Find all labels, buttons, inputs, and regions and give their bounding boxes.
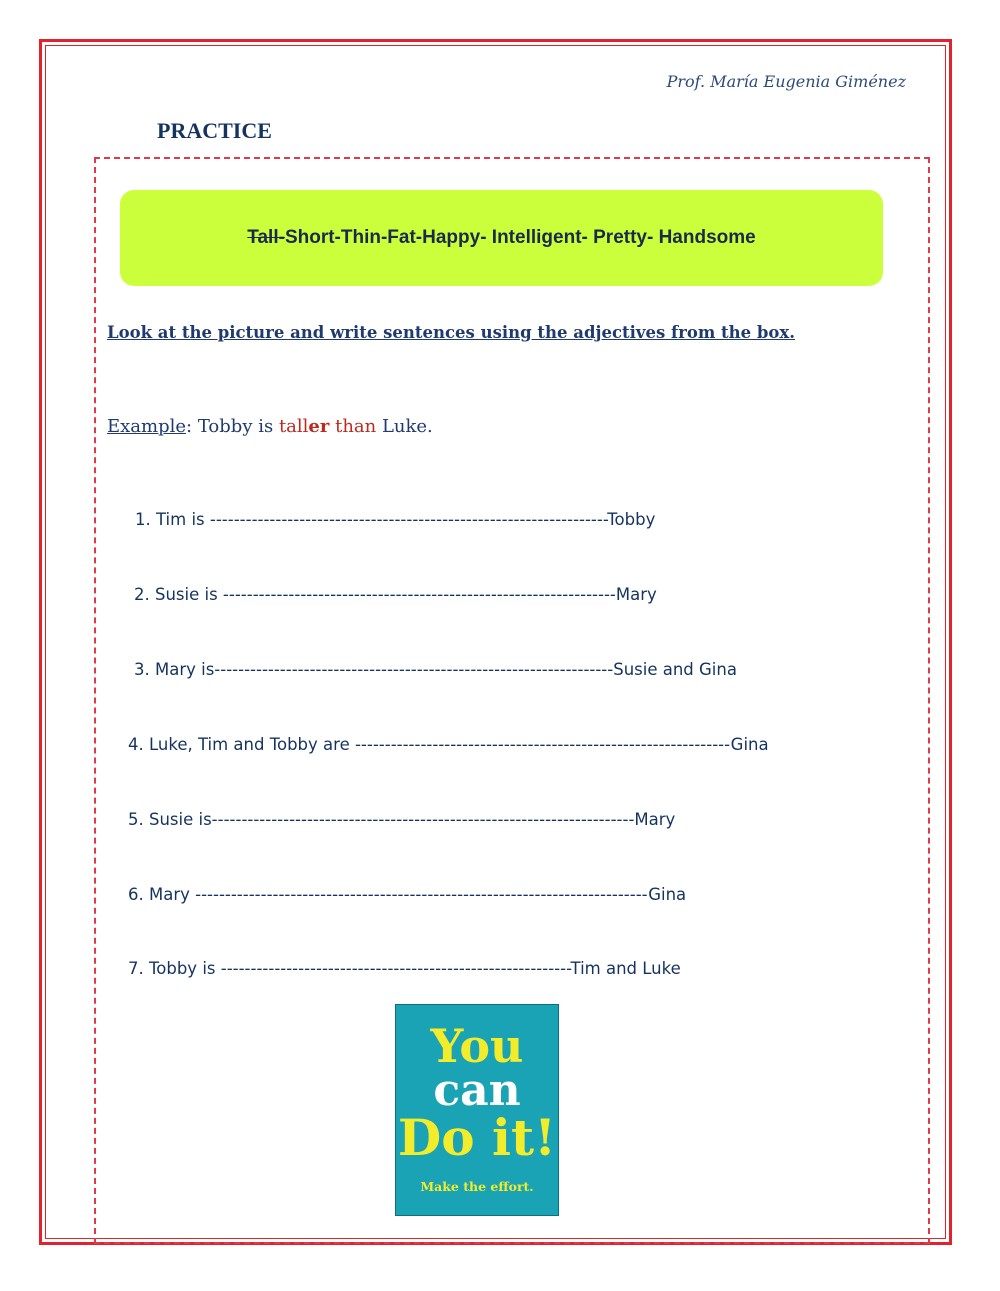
author-credit: Prof. María Eugenia Giménez	[666, 72, 906, 91]
example-colon: :	[186, 416, 198, 437]
exercise-line-2: 2. Susie is ------------------------------------------------------------------Mary	[134, 585, 657, 604]
poster-line-can: can	[433, 1065, 521, 1116]
exercise-line-5: 5. Susie is-----------------------------------------------------------------------Mary	[128, 810, 676, 829]
poster-line-you: You	[430, 1019, 524, 1073]
example-part5: Luke.	[376, 416, 433, 437]
example-part4: than	[329, 416, 377, 437]
example-part1: Tobby is	[197, 416, 279, 437]
poster-tagline: Make the effort.	[420, 1179, 534, 1194]
exercise-line-4: 4. Luke, Tim and Tobby are ---------------------------------------------------------------Gina	[128, 735, 769, 754]
exercise-line-1: 1. Tim is -------------------------------------------------------------------Tobby	[135, 510, 656, 529]
exercise-line-6: 6. Mary ----------------------------------------------------------------------------Gina	[128, 885, 687, 904]
adjective-box	[120, 190, 883, 286]
adjective-list: Short-Thin-Fat-Happy- Intelligent- Pretty- Handsome	[284, 227, 756, 248]
example-sentence	[107, 416, 433, 437]
poster-line-doit: Do it!	[397, 1108, 557, 1167]
example-part2: tall	[278, 416, 309, 437]
example-part3: er	[308, 416, 330, 437]
struck-word: Tall-	[247, 227, 285, 248]
exercise-line-3: 3. Mary is-------------------------------------------------------------------Susie and Gina	[134, 660, 737, 679]
instruction-text: Look at the picture and write sentences using the adjectives from the box.	[107, 323, 796, 342]
example-label: Example	[107, 416, 187, 437]
motivation-poster	[395, 1004, 559, 1216]
page-title: PRACTICE	[157, 118, 272, 143]
exercise-line-7: 7. Tobby is -----------------------------------------------------------Tim and Luke	[128, 959, 681, 978]
